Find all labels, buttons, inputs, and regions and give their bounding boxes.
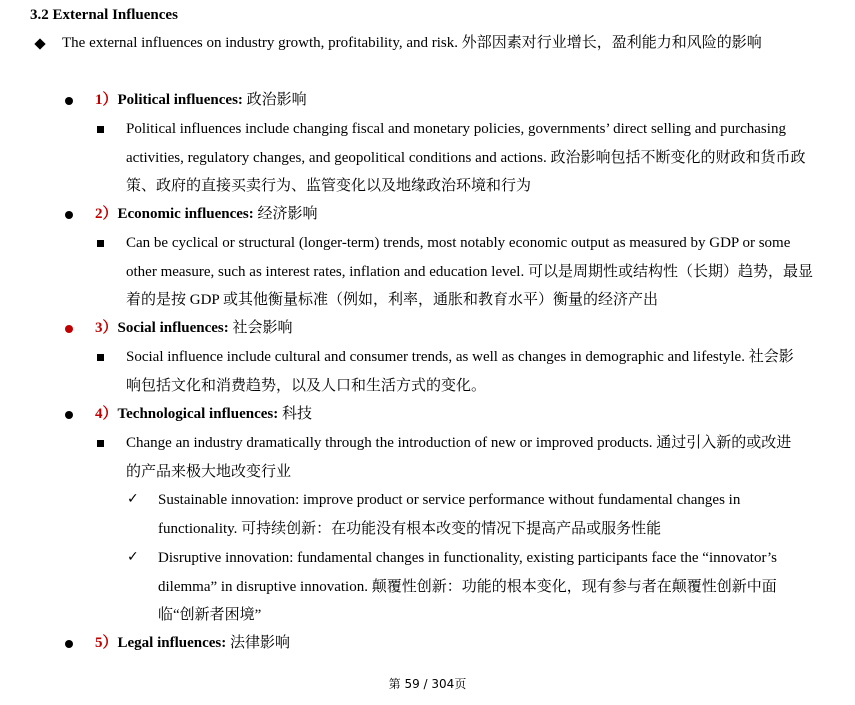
item-label-cn: 社会影响 — [228, 320, 293, 336]
item-number: 1） — [95, 92, 118, 108]
item-number: 4） — [95, 406, 118, 422]
item-number: 5） — [95, 635, 118, 651]
item-label-cn: 科技 — [278, 406, 312, 422]
item-economic-title — [95, 200, 795, 229]
item-label: Economic influences: — [117, 206, 254, 222]
item-label-cn: 法律影响 — [226, 635, 291, 651]
item-social-title — [95, 314, 795, 343]
item-number: 3） — [95, 320, 118, 336]
dot-bullet-icon — [65, 97, 73, 105]
square-bullet-icon — [97, 240, 104, 247]
item-technological-title — [95, 400, 795, 429]
item-number: 2） — [95, 206, 118, 222]
dot-bullet-icon — [65, 325, 73, 333]
item-label: Legal influences: — [117, 635, 227, 651]
item-social-desc: Social influence include cultural and consumer trends, as well as changes in demographic and lifestyle. 社会影响包括文化和消费趋势，以及人口和生活方式的变化。 — [126, 349, 794, 394]
intro-text: The external influences on industry growth, profitability, and risk. 外部因素对行业增长，盈利能力和风险的影响 — [62, 35, 762, 51]
square-bullet-icon — [97, 440, 104, 447]
item-political-desc: Political influences include changing fiscal and monetary policies, governments’ direct selling and purchasing activities, regulatory changes, and geopolitical conditions and actions. 政治影响包括不断变化的财政和货币政策、政府的直接买卖行为、监管变化以及地缘政治环境和行为 — [126, 121, 806, 194]
dot-bullet-icon — [65, 211, 73, 219]
sub-sustainable-innovation: Sustainable innovation: improve product or service performance without fundamental changes in functionality. 可持续创新：在功能没有根本改变的情况下提高产品或服务性能 — [158, 492, 741, 537]
item-label-cn: 经济影响 — [253, 206, 318, 222]
page-number: 第 59 / 304页 — [388, 677, 467, 691]
item-technological-desc: Change an industry dramatically through the introduction of new or improved products. 通过引入新的或改进的产品来极大地改变行业 — [126, 435, 792, 480]
square-bullet-icon — [97, 354, 104, 361]
diamond-bullet-icon — [34, 38, 45, 49]
dot-bullet-icon — [65, 411, 73, 419]
checkmark-icon: ✓ — [127, 491, 139, 507]
item-label: Technological influences: — [117, 406, 279, 422]
item-label: Political influences: — [117, 92, 243, 108]
item-political-title — [95, 86, 795, 115]
dot-bullet-icon — [65, 640, 73, 648]
item-label-cn: 政治影响 — [242, 92, 307, 108]
section-heading: 3.2 External Influences — [30, 7, 178, 23]
checkmark-icon: ✓ — [127, 549, 139, 565]
sub-disruptive-innovation: Disruptive innovation: fundamental changes in functionality, existing participants face the “innovator’s dilemma” in disruptive innovation. 颠覆性创新：功能的根本变化，现有参与者在颠覆性创新中面临“创新者困境” — [158, 550, 777, 623]
item-economic-desc: Can be cyclical or structural (longer-term) trends, most notably economic output as measured by GDP or some other measure, such as interest rates, inflation and education level. 可以是周期性或结构性（长期）趋势，最显着的是按 GDP 或其他衡量标准（例如，利率，通胀和教育水平）衡量的经济产出 — [126, 235, 813, 308]
item-legal-title — [95, 629, 795, 658]
square-bullet-icon — [97, 126, 104, 133]
item-label: Social influences: — [117, 320, 229, 336]
